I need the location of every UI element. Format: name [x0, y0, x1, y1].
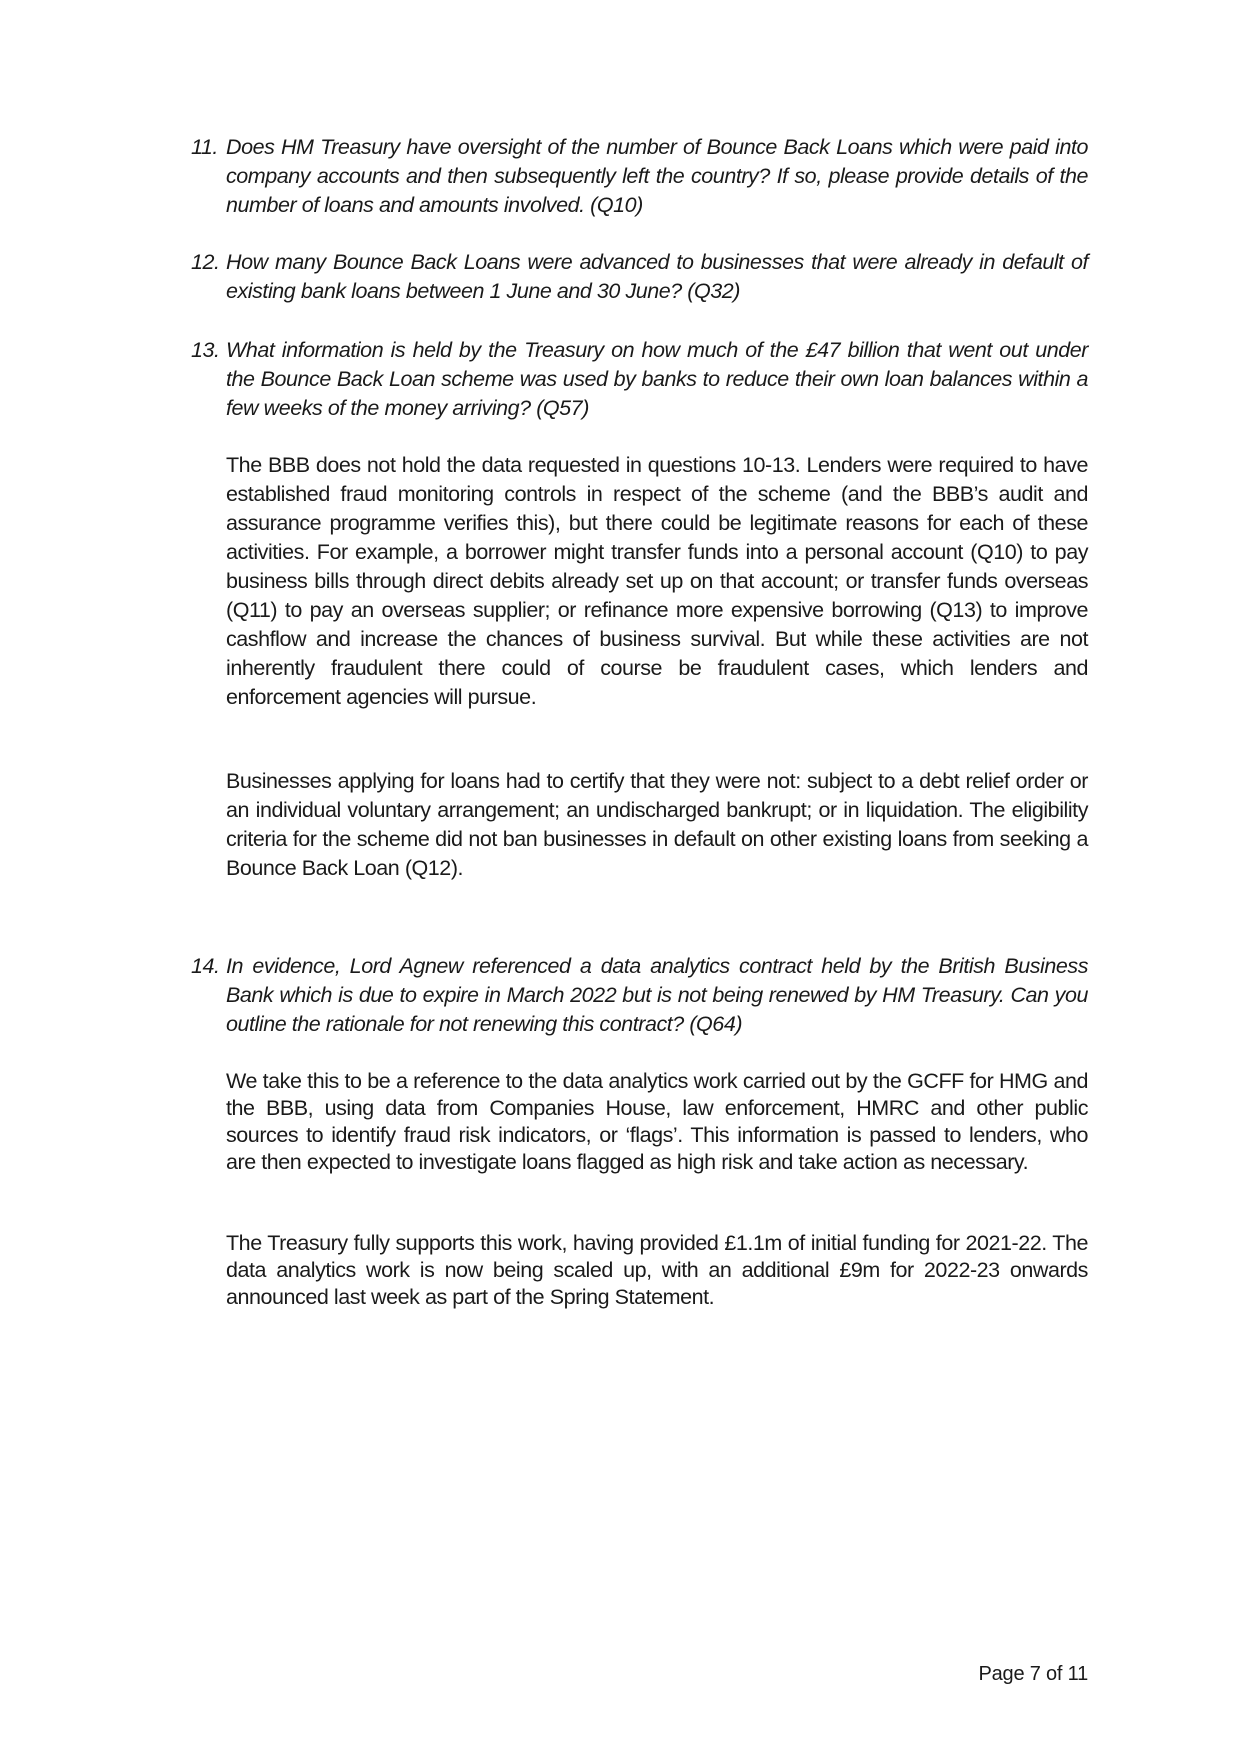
question-number: 14.: [191, 954, 220, 978]
question-11: [191, 133, 1088, 220]
question-14: [191, 952, 1088, 1039]
question-number: 11.: [191, 135, 218, 159]
answer-paragraph-10-13: [191, 451, 1088, 712]
question-text: [191, 248, 1088, 306]
question-number: 13.: [191, 338, 220, 362]
question-text: [191, 336, 1088, 423]
question-text: [191, 133, 1088, 220]
answer-text: The BBB does not hold the data requested in questions 10-13. Lenders were required to have established fraud monitoring controls in respect of the scheme (and the BBB’s audit and assurance programme verifies this), but there could be legitimate reasons for each of these activities. For example, a borrower might transfer funds into a personal account (Q10) to pay business bills through direct debits already set up on that account; or transfer funds overseas (Q11) to pay an overseas supplier; or refinance more expensive borrowing (Q13) to improve cashflow and increase the chances of business survival. But while these activities are not inherently fraudulent there could of course be fraudulent cases, which lenders and enforcement agencies will pursue.: [226, 453, 1088, 709]
question-body: Does HM Treasury have oversight of the number of Bounce Back Loans which were paid into company accounts and then subsequently left the country? If so, please provide details of the number of loans and amounts involved. (Q10): [226, 135, 1088, 217]
question-text: [191, 952, 1088, 1039]
question-12: [191, 248, 1088, 306]
page-number: Page 7 of 11: [978, 1663, 1088, 1685]
answer-text: We take this to be a reference to the data analytics work carried out by the GCFF for HMG and the BBB, using data from Companies House, law enforcement, HMRC and other public sources to identify fraud risk indicators, or ‘flags’. This information is passed to lenders, who are then expected to investigate loans flagged as high risk and take action as necessary.: [226, 1069, 1088, 1174]
answer-paragraph-q12: [191, 767, 1088, 883]
question-body: What information is held by the Treasury on how much of the £47 billion that went out under the Bounce Back Loan scheme was used by banks to reduce their own loan balances within a few weeks of the money arriving? (Q57): [226, 338, 1088, 420]
question-body: How many Bounce Back Loans were advanced to businesses that were already in default of existing bank loans between 1 June and 30 June? (Q32): [226, 250, 1088, 303]
answer-paragraph-gcff: [191, 1068, 1088, 1176]
question-number: 12.: [191, 250, 220, 274]
answer-text: The Treasury fully supports this work, having provided £1.1m of initial funding for 2021-22. The data analytics work is now being scaled up, with an additional £9m for 2022-23 onwards announced last week as part of the Spring Statement.: [226, 1231, 1088, 1309]
question-body: In evidence, Lord Agnew referenced a data analytics contract held by the British Business Bank which is due to expire in March 2022 but is not being renewed by HM Treasury. Can you outline the rationale for not renewing this contract? (Q64): [226, 954, 1088, 1036]
answer-paragraph-funding: [191, 1230, 1088, 1311]
question-13: [191, 336, 1088, 423]
answer-text: Businesses applying for loans had to certify that they were not: subject to a debt relief order or an individual voluntary arrangement; an undischarged bankrupt; or in liquidation. The eligibility criteria for the scheme did not ban businesses in default on other existing loans from seeking a Bounce Back Loan (Q12).: [226, 769, 1088, 880]
